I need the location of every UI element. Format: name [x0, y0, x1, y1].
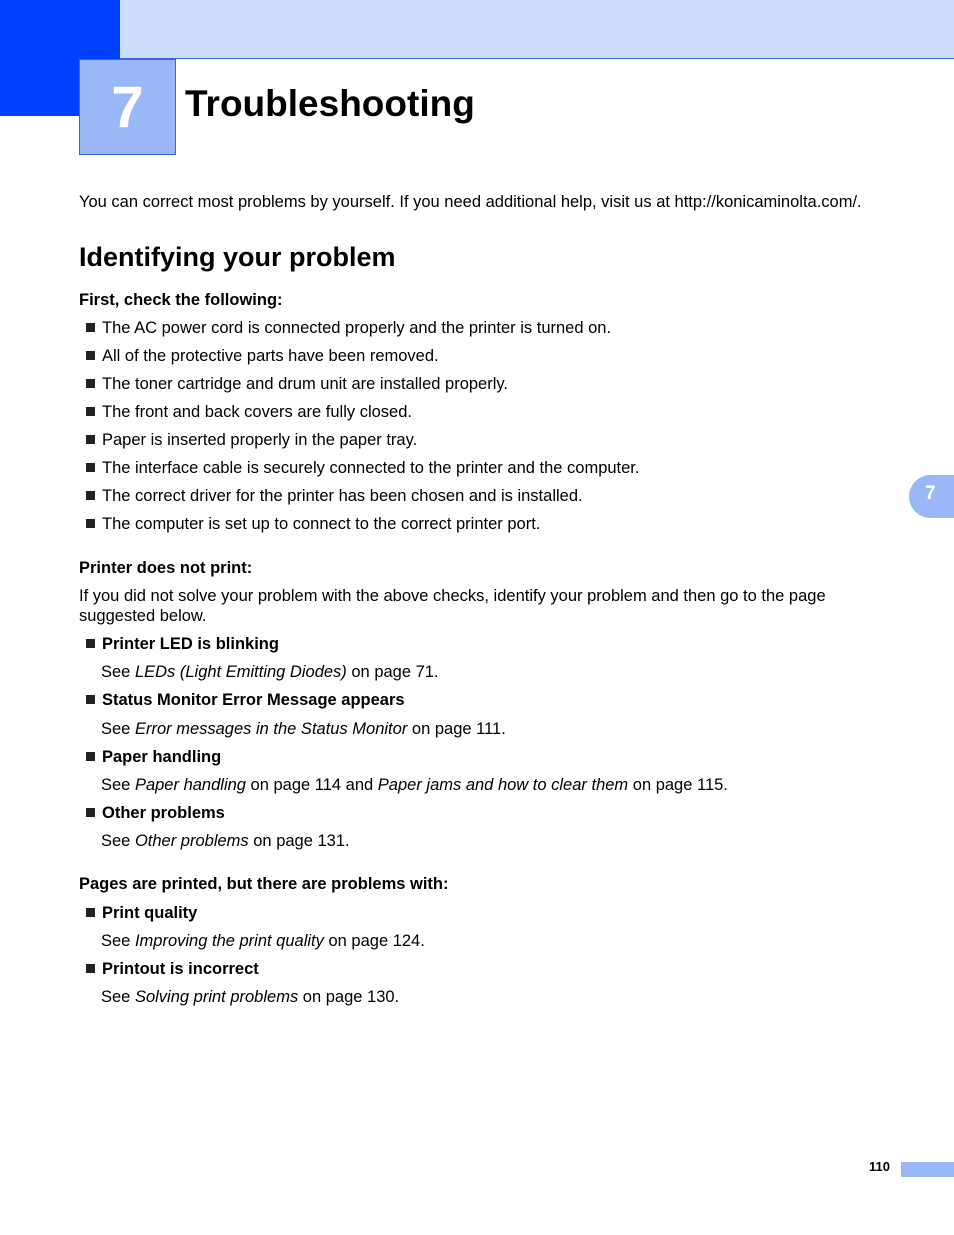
chapter-side-tab: 7: [909, 475, 954, 518]
bullet-icon: [86, 491, 95, 500]
list-item: The interface cable is securely connected to the printer and the computer.: [86, 458, 639, 478]
chapter-number-box: 7: [79, 59, 176, 155]
reference-link[interactable]: Solving print problems: [134, 988, 299, 1006]
bullet-icon: [86, 908, 95, 917]
reference-link[interactable]: Paper handling: [134, 776, 246, 794]
noprint-para-line2: suggested below.: [79, 607, 207, 625]
problem-reference: See Other problems on page 131.: [101, 832, 350, 850]
problem-reference: See LEDs (Light Emitting Diodes) on page 71.: [101, 663, 439, 681]
problem-reference: See Solving print problems on page 130.: [101, 988, 400, 1006]
noprint-para-line1: If you did not solve your problem with the above checks, identify your problem and then go to the page: [79, 587, 826, 605]
check-heading: First, check the following:: [79, 291, 283, 309]
bullet-icon: [86, 323, 95, 332]
chapter-title: Troubleshooting: [185, 83, 475, 124]
list-item: The correct driver for the printer has been chosen and is installed.: [86, 486, 583, 506]
reference-link[interactable]: Improving the print quality: [134, 932, 324, 950]
bullet-icon: [86, 407, 95, 416]
quality-heading: Pages are printed, but there are problems with:: [79, 875, 449, 893]
noprint-heading: Printer does not print:: [79, 559, 253, 577]
reference-link[interactable]: Paper jams and how to clear them: [377, 776, 629, 794]
reference-link[interactable]: Other problems: [134, 832, 249, 850]
problem-title: Paper handling: [86, 747, 221, 767]
header-band: [120, 0, 954, 59]
problem-reference: See Error messages in the Status Monitor on page 111.: [101, 720, 506, 738]
page-number: 110: [869, 1159, 890, 1174]
list-item: The toner cartridge and drum unit are installed properly.: [86, 374, 508, 394]
section-title: Identifying your problem: [79, 242, 396, 272]
bullet-icon: [86, 435, 95, 444]
problem-reference: See Improving the print quality on page 124.: [101, 932, 425, 950]
reference-link[interactable]: Error messages in the Status Monitor: [134, 720, 408, 738]
bullet-icon: [86, 808, 95, 817]
list-item: The AC power cord is connected properly and the printer is turned on.: [86, 318, 611, 338]
problem-title: Status Monitor Error Message appears: [86, 690, 405, 710]
bullet-icon: [86, 695, 95, 704]
problem-title: Print quality: [86, 903, 197, 923]
list-item: Paper is inserted properly in the paper tray.: [86, 430, 417, 450]
problem-title: Printout is incorrect: [86, 959, 259, 979]
list-item: All of the protective parts have been removed.: [86, 346, 439, 366]
bullet-icon: [86, 752, 95, 761]
problem-title: Printer LED is blinking: [86, 634, 279, 654]
reference-link[interactable]: LEDs (Light Emitting Diodes): [134, 663, 347, 681]
bullet-icon: [86, 379, 95, 388]
intro-text: You can correct most problems by yourself. If you need additional help, visit us at http://konicaminolta.com/.: [79, 193, 862, 211]
problem-reference: See Paper handling on page 114 and Paper jams and how to clear them on page 115.: [101, 776, 728, 794]
bullet-icon: [86, 519, 95, 528]
bullet-icon: [86, 964, 95, 973]
footer-bar: [901, 1162, 954, 1177]
list-item: The front and back covers are fully closed.: [86, 402, 412, 422]
problem-title: Other problems: [86, 803, 225, 823]
bullet-icon: [86, 463, 95, 472]
bullet-icon: [86, 351, 95, 360]
bullet-icon: [86, 639, 95, 648]
list-item: The computer is set up to connect to the correct printer port.: [86, 514, 540, 534]
